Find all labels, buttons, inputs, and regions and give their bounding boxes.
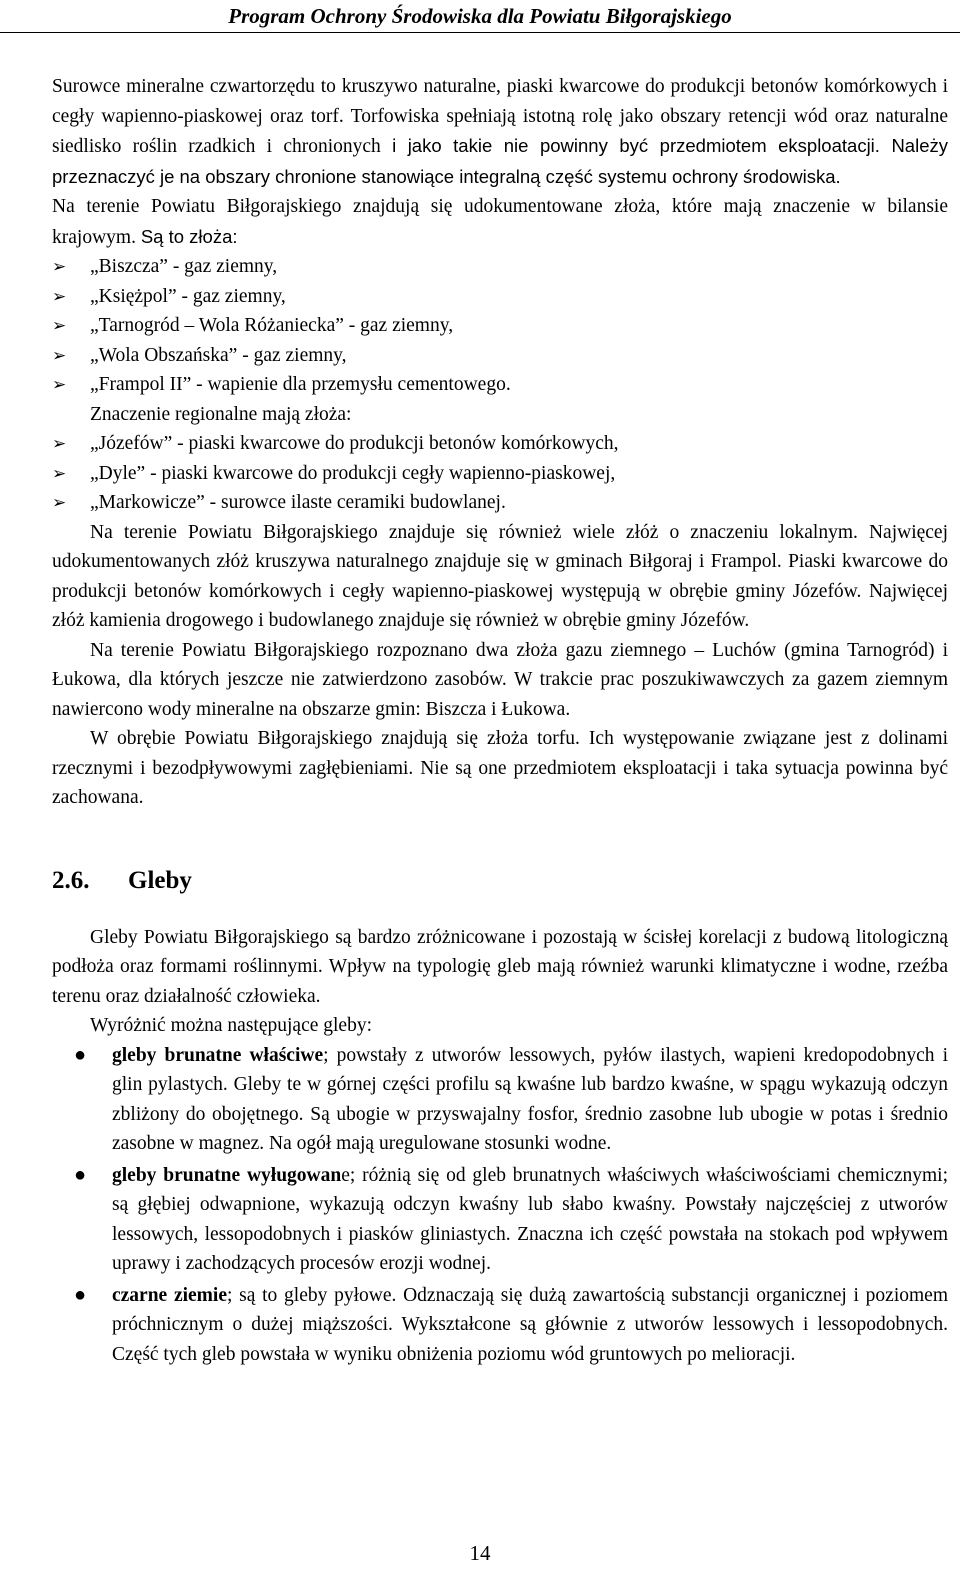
arrowhead-icon: ➢ <box>52 434 67 453</box>
paragraph-gas-deposits: Na terenie Powiatu Biłgorajskiego rozpoznano dwa złoża gazu ziemnego – Luchów (gmina Tarnogród) i Łukowa, dla których jeszcze nie zatwierdzono zasobów. W trakcie prac poszukiwawczych za gazem ziemnym nawiercono wody mineralne na obszarze gmin: Biszcza i Łukowa. <box>52 639 948 720</box>
bullet-dot-icon: ● <box>74 1163 87 1186</box>
arrowhead-icon: ➢ <box>52 257 67 276</box>
section-number: 2.6. <box>52 866 90 894</box>
list-item <box>52 311 948 341</box>
paragraph-raw-materials <box>52 72 948 192</box>
section-title: Gleby <box>128 866 192 894</box>
list-item <box>52 429 948 459</box>
national-deposits-list <box>52 252 948 400</box>
arrowhead-icon: ➢ <box>52 375 67 394</box>
list-item-text: „Biszcza” - gaz ziemny, <box>90 256 278 277</box>
page-number: 14 <box>469 1541 491 1565</box>
paragraph-deposits-intro <box>52 192 948 252</box>
list-item <box>52 1281 948 1370</box>
list-item <box>52 488 948 518</box>
arrowhead-icon: ➢ <box>52 345 67 365</box>
bullet-dot-icon: ● <box>74 1283 87 1306</box>
running-header: Program Ochrony Środowiska dla Powiatu Biłgorajskiego <box>0 0 960 33</box>
soil-type-name: gleby brunatne właściwe <box>112 1044 324 1066</box>
list-item <box>52 282 948 312</box>
paragraph-text: Na terenie Powiatu Biłgorajskiego znajdują się udokumentowane złoża, które mają znaczenie w bilansie krajowym. <box>52 196 948 248</box>
paragraph-local-deposits: Na terenie Powiatu Biłgorajskiego znajduje się również wiele złóż o znaczeniu lokalnym. Najwięcej udokumentowanych złóż kruszywa naturalnego znajduje się w gminach Biłgoraj i Frampol. Piaski kwarcowe do produkcji betonów komórkowych i cegły wapienno-piaskowej występują w obrębie gminy Józefów. Najwięcej złóż kamienia drogowego i budowlanego znajduje się również w obrębie gminy Józefów. <box>52 521 948 631</box>
list-item-text: „Józefów” - piaski kwarcowe do produkcji betonów komórkowych, <box>90 433 619 454</box>
list-item <box>52 1041 948 1159</box>
list-item-text: „Księżpol” - gaz ziemny, <box>90 285 286 307</box>
soil-type-name: gleby brunatne wyługowan <box>112 1164 342 1186</box>
arrowhead-icon: ➢ <box>52 463 67 483</box>
list-item-text: „Wola Obszańska” - gaz ziemny, <box>90 344 347 366</box>
arrowhead-icon: ➢ <box>52 286 67 306</box>
list-item <box>52 1161 948 1279</box>
arrowhead-icon: ➢ <box>52 493 67 512</box>
soils-list <box>52 1041 948 1370</box>
paragraph-soils-intro: Gleby Powiatu Biłgorajskiego są bardzo zróżnicowane i pozostają w ścisłej korelacji z budową litologiczną podłoża oraz formami roślinnymi. Wpływ na typologię gleb mają również warunki klimatyczne i wodne, rzeźba terenu oraz działalność człowieka. <box>52 926 948 1007</box>
list-item <box>52 459 948 489</box>
page-body <box>52 72 948 1371</box>
soil-type-description: ; powstały z utworów lessowych, pyłów ilastych, wapieni kredopodobnych i glin pylastych. Gleby te w górnej części profilu są kwaśne lub bardzo kwaśne, w spągu wykazują odczyn zbliżony do obojętnego. Są ubogie w przyswajalny fosfor, średnio zasobne lub ubogie w potas i średnio zasobne w magnez. Na ogół mają uregulowane stosunki wodne. <box>112 1044 948 1154</box>
list-item-text: „Markowicze” - surowce ilaste ceramiki budowlanej. <box>90 492 506 513</box>
soil-type-name: czarne ziemie <box>112 1284 227 1306</box>
bullet-dot-icon: ● <box>74 1043 87 1066</box>
paragraph-text-sans: i jako takie nie powinny być przedmiotem eksploatacji. Należy przeznaczyć je na obszary chronione stanowiące integralną część systemu ochrony środowiska. <box>52 135 948 187</box>
regional-deposits-list <box>52 429 948 518</box>
arrowhead-icon: ➢ <box>52 316 67 335</box>
list-item-text: „Tarnogród – Wola Różaniecka” - gaz ziemny, <box>90 315 454 336</box>
list-item-text: „Dyle” - piaski kwarcowe do produkcji cegły wapienno-piaskowej, <box>90 462 616 484</box>
section-heading <box>52 865 948 897</box>
list-item <box>52 252 948 282</box>
paragraph-text-sans: Są to złoża: <box>140 225 238 247</box>
paragraph-text: Surowce mineralne czwartorzędu to kruszywo naturalne, piaski kwarcowe do produkcji betonów komórkowych i cegły wapienno-piaskowej oraz torf. Torfowiska spełniają istotną rolę jako obszary retencji wód oraz naturalne siedlisko roślin rzadkich i chronionych <box>52 76 948 157</box>
list-item <box>52 341 948 371</box>
regional-deposits-heading: Znaczenie regionalne mają złoża: <box>90 403 352 425</box>
soil-type-description: e; różnią się od gleb brunatnych właściwych właściwościami chemicznymi; są głębiej odwapnione, wykazują odczyn kwaśny lub słabo kwaśny. Powstały najczęściej z utworów lessowych, lessopodobnych i piasków gliniastych. Znaczna ich część powstała na stokach pod wpływem uprawy i zachodzących procesów erozji wodnej. <box>112 1164 948 1274</box>
soil-type-description: ; są to gleby pyłowe. Odznaczają się dużą zawartością substancji organicznej i poziomem próchnicznym o dużej miąższości. Wykształcone są głównie z utworów lessowych i lessopodobnych. Część tych gleb powstała w wyniku obniżenia poziomu wód gruntowych po melioracji. <box>112 1284 948 1365</box>
list-item-text: „Frampol II” - wapienie dla przemysłu cementowego. <box>90 374 511 395</box>
list-item <box>52 370 948 400</box>
soils-list-heading: Wyróżnić można następujące gleby: <box>90 1015 372 1036</box>
paragraph-peat-deposits: W obrębie Powiatu Biłgorajskiego znajdują się złoża torfu. Ich występowanie związane jest z dolinami rzecznymi i bezodpływowymi zagłębieniami. Nie są one przedmiotem eksploatacji i taka sytuacja powinna być zachowana. <box>52 728 948 808</box>
